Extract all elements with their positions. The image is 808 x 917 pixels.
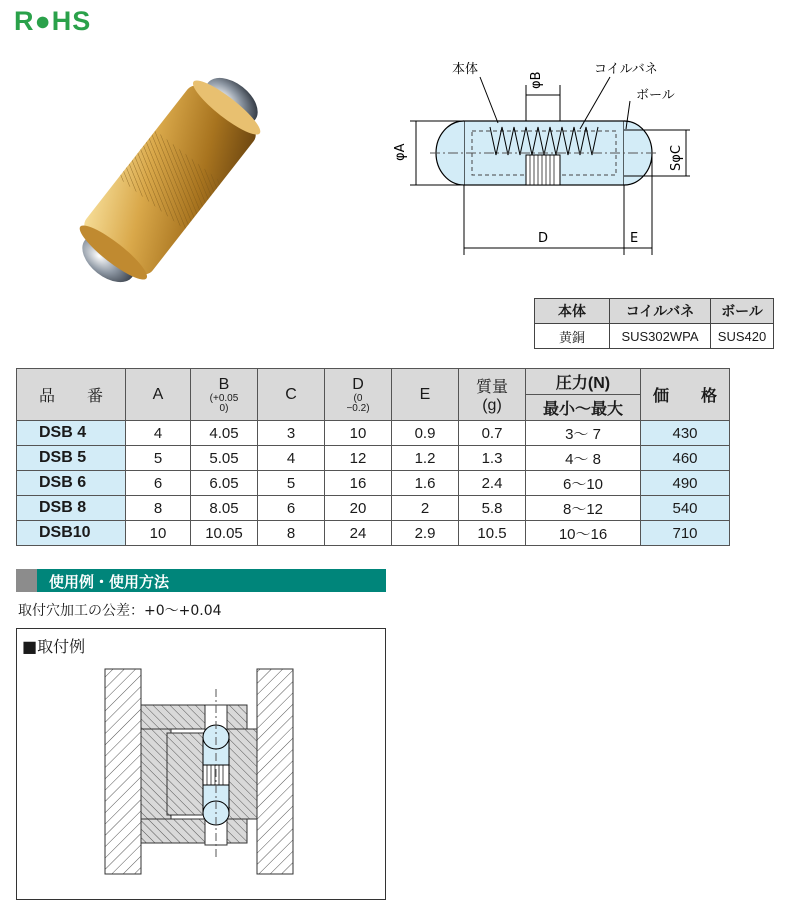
label-body: 本体: [452, 62, 479, 77]
table-row: [17, 421, 730, 446]
usage-section-header: [16, 569, 386, 592]
product-photo: [40, 60, 300, 300]
cell-C: 4: [258, 446, 325, 471]
cell-mass: 2.4: [459, 471, 526, 496]
header-D-tol-upper: (0: [353, 392, 363, 404]
mat-header-spring: コイルバネ: [610, 299, 711, 324]
label-D: D: [538, 231, 549, 246]
header-pressure: 圧力(N): [526, 369, 641, 395]
cell-C: 3: [258, 421, 325, 446]
cell-E: 2.9: [392, 521, 459, 546]
cell-part: DSB 6: [17, 471, 126, 496]
cell-B: 4.05: [191, 421, 258, 446]
label-E: E: [630, 231, 639, 246]
cell-pressure: 8〜12: [526, 496, 641, 521]
cell-mass: 0.7: [459, 421, 526, 446]
cell-price: 460: [641, 446, 730, 471]
tolerance-text: 取付穴加工の公差：+0〜+0.04: [18, 603, 222, 619]
header-B-label: B: [218, 375, 230, 393]
mat-header-ball: ボール: [711, 299, 774, 324]
label-phiB: φB: [529, 71, 544, 89]
usage-section-title: 使用例・使用方法: [49, 573, 170, 591]
rohs-logo: R●HS: [14, 6, 92, 36]
cell-D: 16: [325, 471, 392, 496]
cell-E: 0.9: [392, 421, 459, 446]
cell-D: 24: [325, 521, 392, 546]
cell-B: 5.05: [191, 446, 258, 471]
cell-B: 10.05: [191, 521, 258, 546]
cell-A: 5: [126, 446, 191, 471]
cell-pressure: 4〜 8: [526, 446, 641, 471]
label-sphiC: SφC: [669, 145, 684, 171]
spec-table: [16, 368, 730, 546]
header-D: [325, 369, 392, 421]
label-phiA: φA: [393, 143, 408, 161]
cell-A: 10: [126, 521, 191, 546]
header-D-tol-lower: −0.2): [346, 402, 370, 414]
cell-A: 6: [126, 471, 191, 496]
cell-price: 710: [641, 521, 730, 546]
header-price: 価 格: [641, 369, 730, 421]
technical-drawing: [380, 55, 700, 265]
mounting-diagram: [17, 629, 385, 899]
header-B-tol-upper: (+0.05: [209, 392, 239, 404]
cell-C: 6: [258, 496, 325, 521]
cell-C: 8: [258, 521, 325, 546]
mounting-example-box: [16, 628, 386, 900]
materials-table: [534, 298, 774, 349]
header-mass: [459, 369, 526, 421]
table-row: [17, 496, 730, 521]
cell-A: 8: [126, 496, 191, 521]
mat-value-ball: SUS420: [711, 324, 774, 349]
cell-mass: 5.8: [459, 496, 526, 521]
cell-price: 430: [641, 421, 730, 446]
cell-mass: 1.3: [459, 446, 526, 471]
mat-header-body: 本体: [535, 299, 610, 324]
cell-pressure: 6〜10: [526, 471, 641, 496]
cell-B: 6.05: [191, 471, 258, 496]
header-B-tol-lower: 0): [219, 402, 229, 414]
cell-part: DSB 4: [17, 421, 126, 446]
cell-E: 1.2: [392, 446, 459, 471]
materials-value-row: [535, 324, 774, 349]
cell-price: 490: [641, 471, 730, 496]
cell-pressure: 3〜 7: [526, 421, 641, 446]
section-marker: [16, 569, 37, 592]
cell-D: 10: [325, 421, 392, 446]
mat-value-body: 黄銅: [535, 324, 610, 349]
header-mass-unit: (g): [482, 397, 502, 414]
cell-D: 12: [325, 446, 392, 471]
cell-B: 8.05: [191, 496, 258, 521]
cell-price: 540: [641, 496, 730, 521]
mounting-example-label: ■取付例: [22, 637, 86, 656]
cell-E: 1.6: [392, 471, 459, 496]
header-mass-label: 質量: [475, 379, 508, 396]
header-B: [191, 369, 258, 421]
cell-E: 2: [392, 496, 459, 521]
label-ball: ボール: [636, 88, 675, 103]
header-pressure-sub: 最小〜最大: [526, 395, 641, 421]
cell-D: 20: [325, 496, 392, 521]
header-part: 品 番: [17, 369, 126, 421]
cell-C: 5: [258, 471, 325, 496]
header-E: E: [392, 369, 459, 421]
mat-value-spring: SUS302WPA: [610, 324, 711, 349]
header-C: C: [258, 369, 325, 421]
cell-mass: 10.5: [459, 521, 526, 546]
materials-header-row: [535, 299, 774, 324]
table-row: [17, 446, 730, 471]
header-D-label: D: [352, 375, 364, 393]
header-A: A: [126, 369, 191, 421]
cell-part: DSB10: [17, 521, 126, 546]
label-spring: コイルバネ: [594, 62, 658, 77]
table-row: [17, 521, 730, 546]
cell-pressure: 10〜16: [526, 521, 641, 546]
cell-A: 4: [126, 421, 191, 446]
table-row: [17, 471, 730, 496]
cell-part: DSB 5: [17, 446, 126, 471]
cell-part: DSB 8: [17, 496, 126, 521]
